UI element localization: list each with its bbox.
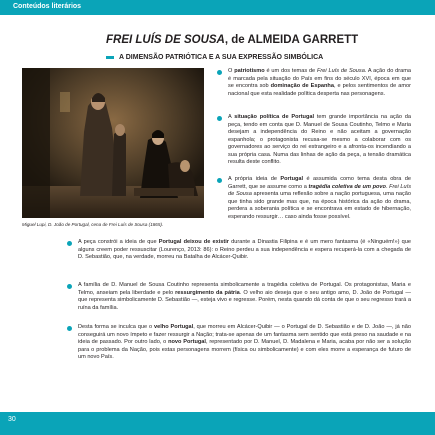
footer-band — [0, 412, 435, 435]
section-subtitle: A DIMENSÃO PATRIÓTICA E A SUA EXPRESSÃO SIMBÓLICA — [119, 54, 324, 61]
text-run: . O velho aio deseja que o seu antigo amo, D. João de Portugal — que representa simbolicamente D. Sebastião —, esteja vivo e regresse. Porém, nesta quando dá conta de que o seu regresso trará a ruína da família. — [78, 289, 411, 311]
text-run: O — [228, 68, 235, 74]
text-run-italic: Frei Luís de Sousa — [317, 68, 365, 74]
text-run-bold: Portugal — [280, 176, 304, 182]
text-run-bold: velho Portugal — [154, 324, 194, 330]
text-run: . A ação do drama é marcada pela situação do País em fins do século XVI, época em que se encontra sob — [228, 68, 412, 89]
section-label: Conteúdos literários — [13, 3, 82, 10]
text-run-bold: patriotismo — [234, 68, 265, 74]
work-title: FREI LUÍS DE SOUSA — [106, 34, 225, 46]
text-run: . — [385, 183, 390, 190]
text-run: A própria ideia de — [228, 176, 281, 182]
painting-image — [22, 68, 204, 218]
text-run: , representado por D. Manuel, D. Madalena e Maria, acaba por não ser a solução para o problema da Nação, pois estas personagens morrem (física ou simbolicamente) e com eles morre a esperança de futuro de um novo País. — [78, 339, 411, 360]
subtitle-row — [106, 53, 323, 62]
text-run: durante a Dinastia Filipina e é um mero fantasma (é «Ninguém!») que alguns creem poder ressuscitar (Lourenço, 2013: 86): o Reino perdeu a sua independência e espera recuperá-la com a chegada de D. Sebastião, que, na verdade, morreu na Batalha de Alcácer-Quibir. — [78, 239, 411, 260]
text-run-bold: ressurgimento da pátria — [175, 289, 240, 296]
subtitle-marker — [106, 56, 114, 59]
text-run: apresenta uma reflexão sobre a nação portuguesa, uma nação que tinha sido grande mas que, na época histórica da ação do drama, perdera a soberania política e se encontrava em estado de hibernação, esperando ressurgir… caso ainda fosse possível. — [228, 191, 411, 220]
bullet-portugal-theme — [228, 176, 411, 240]
text-run-bold: novo Portugal — [168, 339, 206, 345]
text-run: é assumida como tema desta obra de Garrett, que se assume como a — [228, 176, 411, 190]
painting-illustration — [22, 68, 204, 218]
page-number: 30 — [8, 416, 16, 423]
bullet-political-situation — [228, 114, 411, 176]
text-run-bold: dominação de Espanha — [270, 83, 334, 89]
text-run-bold-italic: tragédia coletiva de um povo — [308, 183, 386, 190]
text-run: , e pelos sentimentos de amor nacional que esta realidade política desperta nas personagens. — [228, 83, 411, 97]
text-run: A peça constrói a ideia de que — [78, 239, 159, 245]
text-run: A família de D. Manuel de Sousa Coutinho representa simbolicamente a tragédia coletiva de Portugal. Os protagonistas, Maria e Telmo, anseiam pela liberdade e pelo — [78, 282, 411, 296]
bullet-portugal-ceased — [78, 239, 411, 277]
text-run-bold: Portugal deixou de existir — [158, 239, 229, 245]
text-run-italic: Frei Luís de Sousa — [228, 183, 411, 197]
text-run: é um dos temas de — [264, 68, 318, 74]
title-author: , de ALMEIDA GARRETT — [224, 34, 359, 46]
page-title — [106, 34, 358, 46]
text-run: tem grande importância na ação da peça, tendo em conta que D. Manuel de Sousa Coutinho, Telmo e Maria desejam a independência do Reino e não aceitam a governação espanhola; o protagonista recusa-se mesmo a colaborar com os governadores ao serviço do rei estrangeiro e a afronta-os incendiando a sua própria casa. Numa das linhas de ação da peça, a tensão dramática resulta deste conflito. — [228, 114, 411, 165]
text-run: , que morreu em Alcácer-Quibir — o Portugal de D. Sebastião e de D. João —, já não conseguirá um novo ímpeto e fazer ressurgir a Nação; trata-se apenas de um fantasma sem sentido que está preso na saudade e na ideia de passado. Por outro lado, o — [78, 324, 411, 345]
text-run: Desta forma se inculca que o — [78, 324, 155, 330]
text-run-bold: situação política de Portugal — [234, 114, 315, 120]
figure-caption: Miguel Lupi, D. João de Portugal, cena de Frei Luís de Sousa (1865). — [22, 222, 164, 227]
bullet-family-tragedy — [78, 282, 411, 320]
text-run: A — [228, 114, 235, 120]
bullet-old-new-portugal — [78, 324, 411, 372]
